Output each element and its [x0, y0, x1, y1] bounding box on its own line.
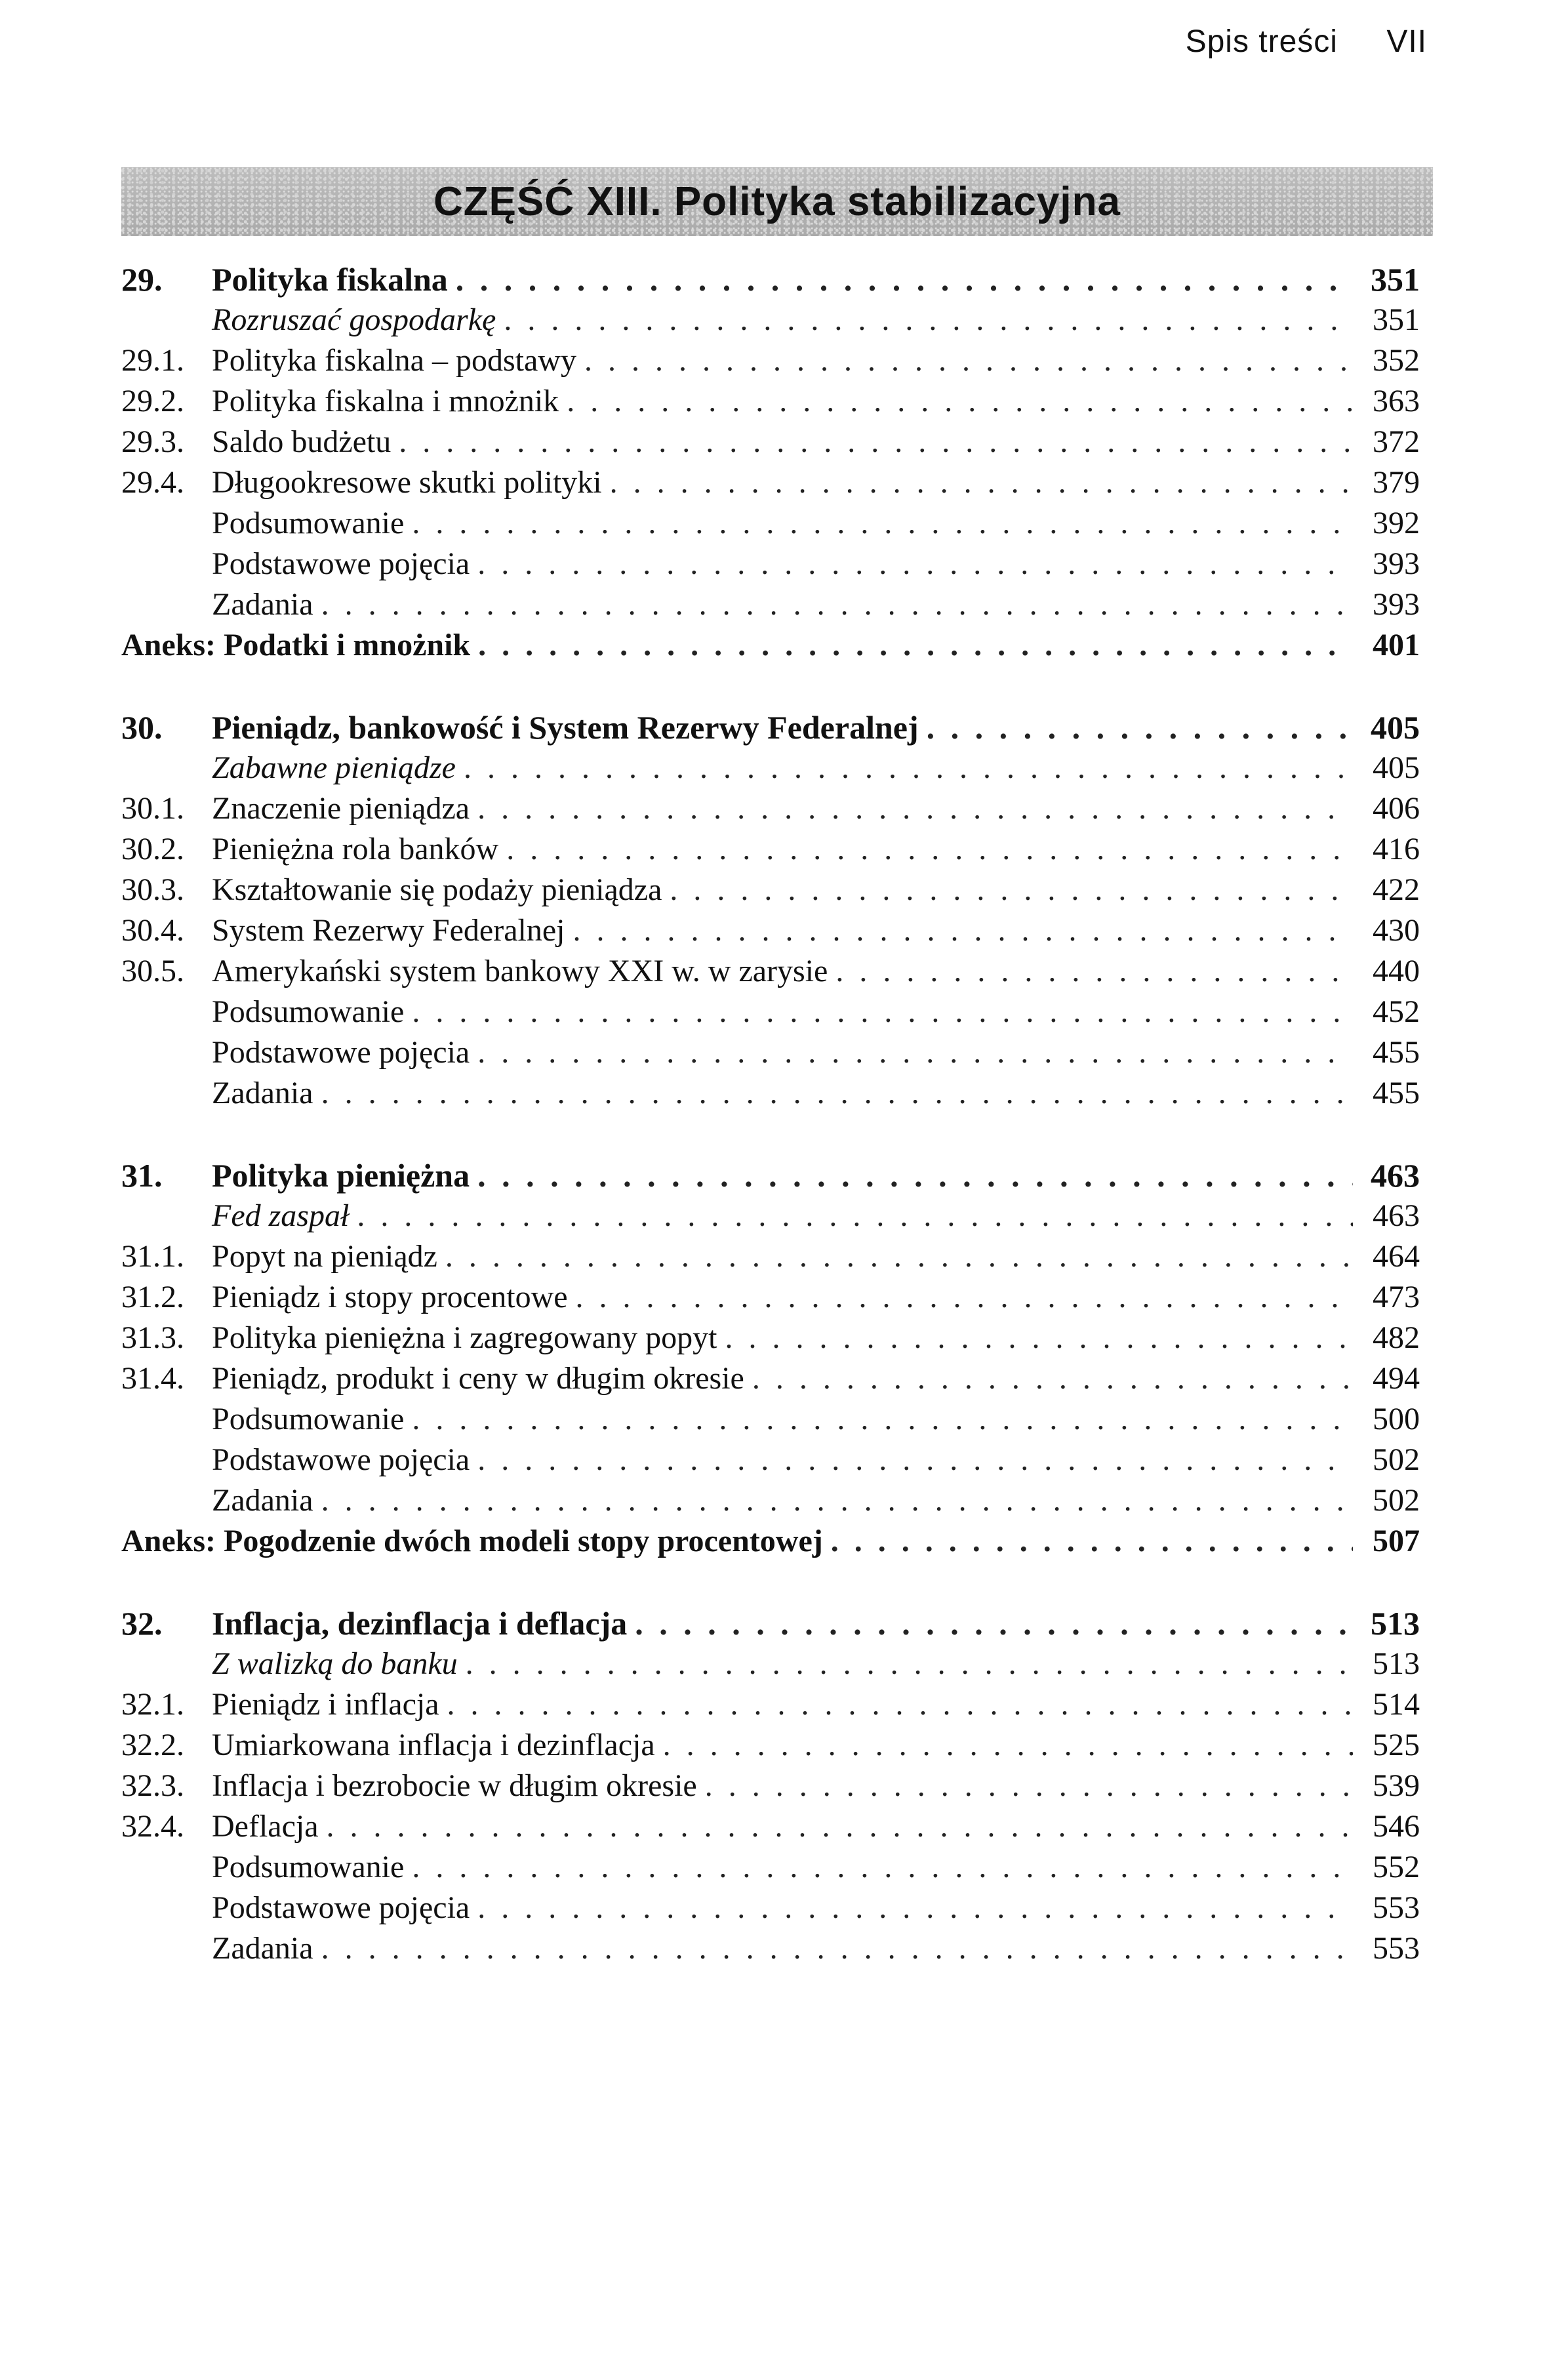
toc-entry-number: 30. — [121, 709, 163, 746]
toc-entry[interactable] — [121, 1725, 1420, 1766]
toc-entry-number: 31.3. — [121, 1320, 184, 1355]
toc-entry-title: Saldo budżetu — [212, 424, 392, 459]
running-head-page-number: VII — [1386, 24, 1427, 59]
toc-entry[interactable] — [121, 992, 1420, 1032]
toc-entry-title: Zadania — [212, 1076, 313, 1110]
toc-entry[interactable] — [121, 951, 1420, 992]
toc-entry-page: 464 — [1373, 1239, 1420, 1274]
toc-entry-number: 31.1. — [121, 1239, 184, 1274]
toc-entry-page: 455 — [1373, 1076, 1420, 1110]
toc-entry-page: 513 — [1373, 1646, 1420, 1681]
toc-entry[interactable] — [121, 584, 1420, 625]
toc-entry[interactable] — [121, 625, 1420, 666]
dot-leader — [477, 1888, 1353, 1928]
dot-leader — [477, 788, 1353, 829]
toc-entry-title: Amerykański system bankowy XXI w. w zarysie — [212, 954, 828, 988]
toc-entry[interactable] — [121, 1766, 1420, 1806]
toc-entry-title: Podstawowe pojęcia — [212, 1890, 470, 1925]
toc-entry-page: 553 — [1373, 1931, 1420, 1966]
toc-entry-page: 525 — [1373, 1728, 1420, 1762]
toc-entry-page: 393 — [1373, 546, 1420, 581]
toc-entry[interactable] — [121, 1358, 1420, 1399]
toc-entry-title: Polityka fiskalna – podstawy — [212, 343, 576, 378]
toc-entry-page: 405 — [1373, 750, 1420, 785]
toc-entry[interactable] — [121, 1318, 1420, 1358]
toc-entry-title: Deflacja — [212, 1809, 319, 1844]
toc-entry[interactable] — [121, 462, 1420, 503]
toc-entry[interactable] — [121, 1806, 1420, 1847]
toc-entry-title: Z walizką do banku — [212, 1646, 458, 1681]
toc-entry-title: Pieniężna rola banków — [212, 832, 499, 866]
toc-entry-page: 422 — [1373, 872, 1420, 907]
toc-entry-page: 372 — [1373, 424, 1420, 459]
toc-entry[interactable] — [121, 340, 1420, 381]
toc-entry-title: Pieniądz i inflacja — [212, 1687, 439, 1722]
toc-entry-title: Popyt na pieniądz — [212, 1239, 437, 1274]
dot-leader — [705, 1766, 1353, 1806]
toc-entry-page: 502 — [1373, 1442, 1420, 1477]
toc-entry-number: 30.2. — [121, 832, 184, 866]
dot-leader — [504, 300, 1353, 340]
toc-entry-number: 30.3. — [121, 872, 184, 907]
dot-leader — [447, 1684, 1353, 1725]
toc-entry-page: 405 — [1371, 709, 1420, 746]
toc-entry[interactable] — [121, 422, 1420, 462]
toc-entry[interactable] — [121, 544, 1420, 584]
toc-entry-title: Podsumowanie — [212, 1850, 405, 1884]
dot-leader — [576, 1277, 1353, 1318]
toc-entry-title: Podsumowanie — [212, 994, 405, 1029]
running-head — [1186, 24, 1427, 60]
toc-entry[interactable] — [121, 910, 1420, 951]
dot-leader — [670, 870, 1353, 910]
dot-leader — [663, 1725, 1353, 1766]
dot-leader — [477, 1155, 1353, 1196]
toc-entry-title: Pieniądz i stopy procentowe — [212, 1280, 568, 1314]
toc-entry-number: 31.2. — [121, 1280, 184, 1314]
toc-entry-title: Podstawowe pojęcia — [212, 1035, 470, 1070]
toc-entry[interactable] — [121, 1440, 1420, 1480]
toc-entry-title: Podsumowanie — [212, 506, 405, 540]
dot-leader — [399, 422, 1353, 462]
part-title: CZĘŚĆ XIII. Polityka stabilizacyjna — [433, 179, 1121, 224]
toc-entry-title: Kształtowanie się podaży pieniądza — [212, 872, 662, 907]
toc-entry-title: Fed zaspał — [212, 1198, 350, 1233]
toc-chapter — [121, 1155, 1420, 1562]
dot-leader — [412, 1847, 1353, 1888]
dot-leader — [321, 1480, 1353, 1521]
toc-chapter — [121, 707, 1420, 1114]
toc-entry-page: 502 — [1373, 1483, 1420, 1518]
toc-entry[interactable] — [121, 748, 1420, 788]
dot-leader — [466, 1644, 1353, 1684]
dot-leader — [412, 992, 1353, 1032]
toc-entry-title: Aneks: Pogodzenie dwóch modeli stopy procentowej — [121, 1524, 823, 1558]
toc-entry-title: Podsumowanie — [212, 1402, 405, 1436]
toc-entry-page: 393 — [1373, 587, 1420, 622]
toc-entry-number: 31.4. — [121, 1361, 184, 1396]
toc-entry-title: System Rezerwy Federalnej — [212, 913, 565, 948]
toc-entry[interactable] — [121, 1521, 1420, 1562]
toc-entry[interactable] — [121, 1847, 1420, 1888]
toc-entry[interactable] — [121, 1236, 1420, 1277]
toc-entry-title: Pieniądz, bankowość i System Rezerwy Federalnej — [212, 709, 919, 746]
dot-leader — [321, 1928, 1353, 1969]
toc-entry-page: 539 — [1373, 1768, 1420, 1803]
toc-entry[interactable] — [121, 1196, 1420, 1236]
toc-entry-page: 430 — [1373, 913, 1420, 948]
toc-entry-title: Znaczenie pieniądza — [212, 791, 470, 826]
toc-entry[interactable] — [121, 870, 1420, 910]
toc-entry-page: 552 — [1373, 1850, 1420, 1884]
toc-entry-number: 29.4. — [121, 465, 184, 500]
dot-leader — [357, 1196, 1353, 1236]
dot-leader — [412, 1399, 1353, 1440]
toc-entry-title: Polityka pieniężna i zagregowany popyt — [212, 1320, 717, 1355]
toc-entry[interactable] — [121, 707, 1420, 748]
dot-leader — [321, 1073, 1353, 1114]
toc-entry[interactable] — [121, 259, 1420, 300]
toc-entry[interactable] — [121, 1073, 1420, 1114]
toc-entry-number: 30.5. — [121, 954, 184, 988]
toc-entry-number: 29. — [121, 261, 163, 298]
toc-entry[interactable] — [121, 1684, 1420, 1725]
dot-leader — [725, 1318, 1353, 1358]
dot-leader — [567, 381, 1353, 422]
toc-entry[interactable] — [121, 1277, 1420, 1318]
toc-entry-number: 32.4. — [121, 1809, 184, 1844]
toc-entry-number: 32.1. — [121, 1687, 184, 1722]
dot-leader — [464, 748, 1353, 788]
toc-entry[interactable] — [121, 1928, 1420, 1969]
toc-entry-title: Inflacja i bezrobocie w długim okresie — [212, 1768, 697, 1803]
toc-entry-page: 363 — [1373, 384, 1420, 418]
dot-leader — [752, 1358, 1353, 1399]
toc-entry-page: 440 — [1373, 954, 1420, 988]
toc-entry-page: 455 — [1373, 1035, 1420, 1070]
toc-entry-number: 32. — [121, 1605, 163, 1642]
toc-entry-number: 31. — [121, 1157, 163, 1194]
toc-entry-title: Umiarkowana inflacja i dezinflacja — [212, 1728, 655, 1762]
table-of-contents — [121, 259, 1420, 2010]
toc-entry-page: 392 — [1373, 506, 1420, 540]
toc-entry-number: 30.1. — [121, 791, 184, 826]
dot-leader — [477, 544, 1353, 584]
toc-entry-page: 546 — [1373, 1809, 1420, 1844]
dot-leader — [927, 707, 1353, 748]
dot-leader — [477, 1032, 1353, 1073]
toc-entry-page: 352 — [1373, 343, 1420, 378]
toc-entry-title: Zadania — [212, 1483, 313, 1518]
toc-entry-title: Zadania — [212, 587, 313, 622]
toc-entry[interactable] — [121, 1603, 1420, 1644]
toc-entry[interactable] — [121, 1888, 1420, 1928]
dot-leader — [321, 584, 1353, 625]
toc-entry-number: 32.2. — [121, 1728, 184, 1762]
dot-leader — [635, 1603, 1353, 1644]
dot-leader — [478, 625, 1353, 666]
toc-entry-number: 30.4. — [121, 913, 184, 948]
toc-entry[interactable] — [121, 381, 1420, 422]
dot-leader — [456, 259, 1353, 300]
toc-entry-title: Inflacja, dezinflacja i deflacja — [212, 1605, 628, 1642]
toc-entry[interactable] — [121, 788, 1420, 829]
toc-entry-page: 507 — [1373, 1524, 1420, 1558]
toc-entry-number: 29.3. — [121, 424, 184, 459]
toc-entry-page: 500 — [1373, 1402, 1420, 1436]
toc-entry-number: 32.3. — [121, 1768, 184, 1803]
toc-entry-page: 452 — [1373, 994, 1420, 1029]
toc-entry[interactable] — [121, 829, 1420, 870]
toc-entry-title: Polityka fiskalna i mnożnik — [212, 384, 559, 418]
toc-chapter — [121, 1603, 1420, 1969]
dot-leader — [573, 910, 1354, 951]
toc-entry-page: 514 — [1373, 1687, 1420, 1722]
toc-entry-page: 494 — [1373, 1361, 1420, 1396]
toc-entry-title: Podstawowe pojęcia — [212, 546, 470, 581]
toc-entry-title: Aneks: Podatki i mnożnik — [121, 628, 471, 662]
toc-entry[interactable] — [121, 1644, 1420, 1684]
toc-entry-page: 513 — [1371, 1605, 1420, 1642]
toc-entry-page: 553 — [1373, 1890, 1420, 1925]
dot-leader — [506, 829, 1353, 870]
toc-entry-page: 463 — [1373, 1198, 1420, 1233]
toc-entry-page: 379 — [1373, 465, 1420, 500]
toc-entry-title: Polityka fiskalna — [212, 261, 448, 298]
toc-entry-page: 463 — [1371, 1157, 1420, 1194]
toc-entry-page: 416 — [1373, 832, 1420, 866]
part-banner — [121, 167, 1433, 236]
dot-leader — [835, 951, 1353, 992]
running-head-section: Spis treści — [1185, 24, 1338, 59]
toc-entry-title: Pieniądz, produkt i ceny w długim okresie — [212, 1361, 744, 1396]
dot-leader — [445, 1236, 1353, 1277]
dot-leader — [831, 1521, 1353, 1562]
toc-entry-title: Długookresowe skutki polityki — [212, 465, 602, 500]
toc-entry-page: 351 — [1371, 261, 1420, 298]
toc-entry-page: 351 — [1373, 302, 1420, 337]
toc-entry-number: 29.2. — [121, 384, 184, 418]
toc-entry-title: Zadania — [212, 1931, 313, 1966]
toc-entry-title: Polityka pieniężna — [212, 1157, 470, 1194]
toc-entry[interactable] — [121, 1399, 1420, 1440]
toc-entry[interactable] — [121, 1480, 1420, 1521]
toc-entry-number: 29.1. — [121, 343, 184, 378]
toc-entry-title: Rozruszać gospodarkę — [212, 302, 496, 337]
toc-entry-title: Podstawowe pojęcia — [212, 1442, 470, 1477]
toc-entry[interactable] — [121, 503, 1420, 544]
toc-entry[interactable] — [121, 300, 1420, 340]
toc-entry-title: Zabawne pieniądze — [212, 750, 456, 785]
dot-leader — [584, 340, 1353, 381]
toc-entry-page: 406 — [1373, 791, 1420, 826]
toc-entry[interactable] — [121, 1155, 1420, 1196]
dot-leader — [477, 1440, 1353, 1480]
toc-chapter — [121, 259, 1420, 666]
dot-leader — [327, 1806, 1353, 1847]
toc-entry-page: 401 — [1373, 628, 1420, 662]
toc-entry-page: 482 — [1373, 1320, 1420, 1355]
toc-entry[interactable] — [121, 1032, 1420, 1073]
dot-leader — [412, 503, 1353, 544]
dot-leader — [610, 462, 1353, 503]
toc-entry-page: 473 — [1373, 1280, 1420, 1314]
